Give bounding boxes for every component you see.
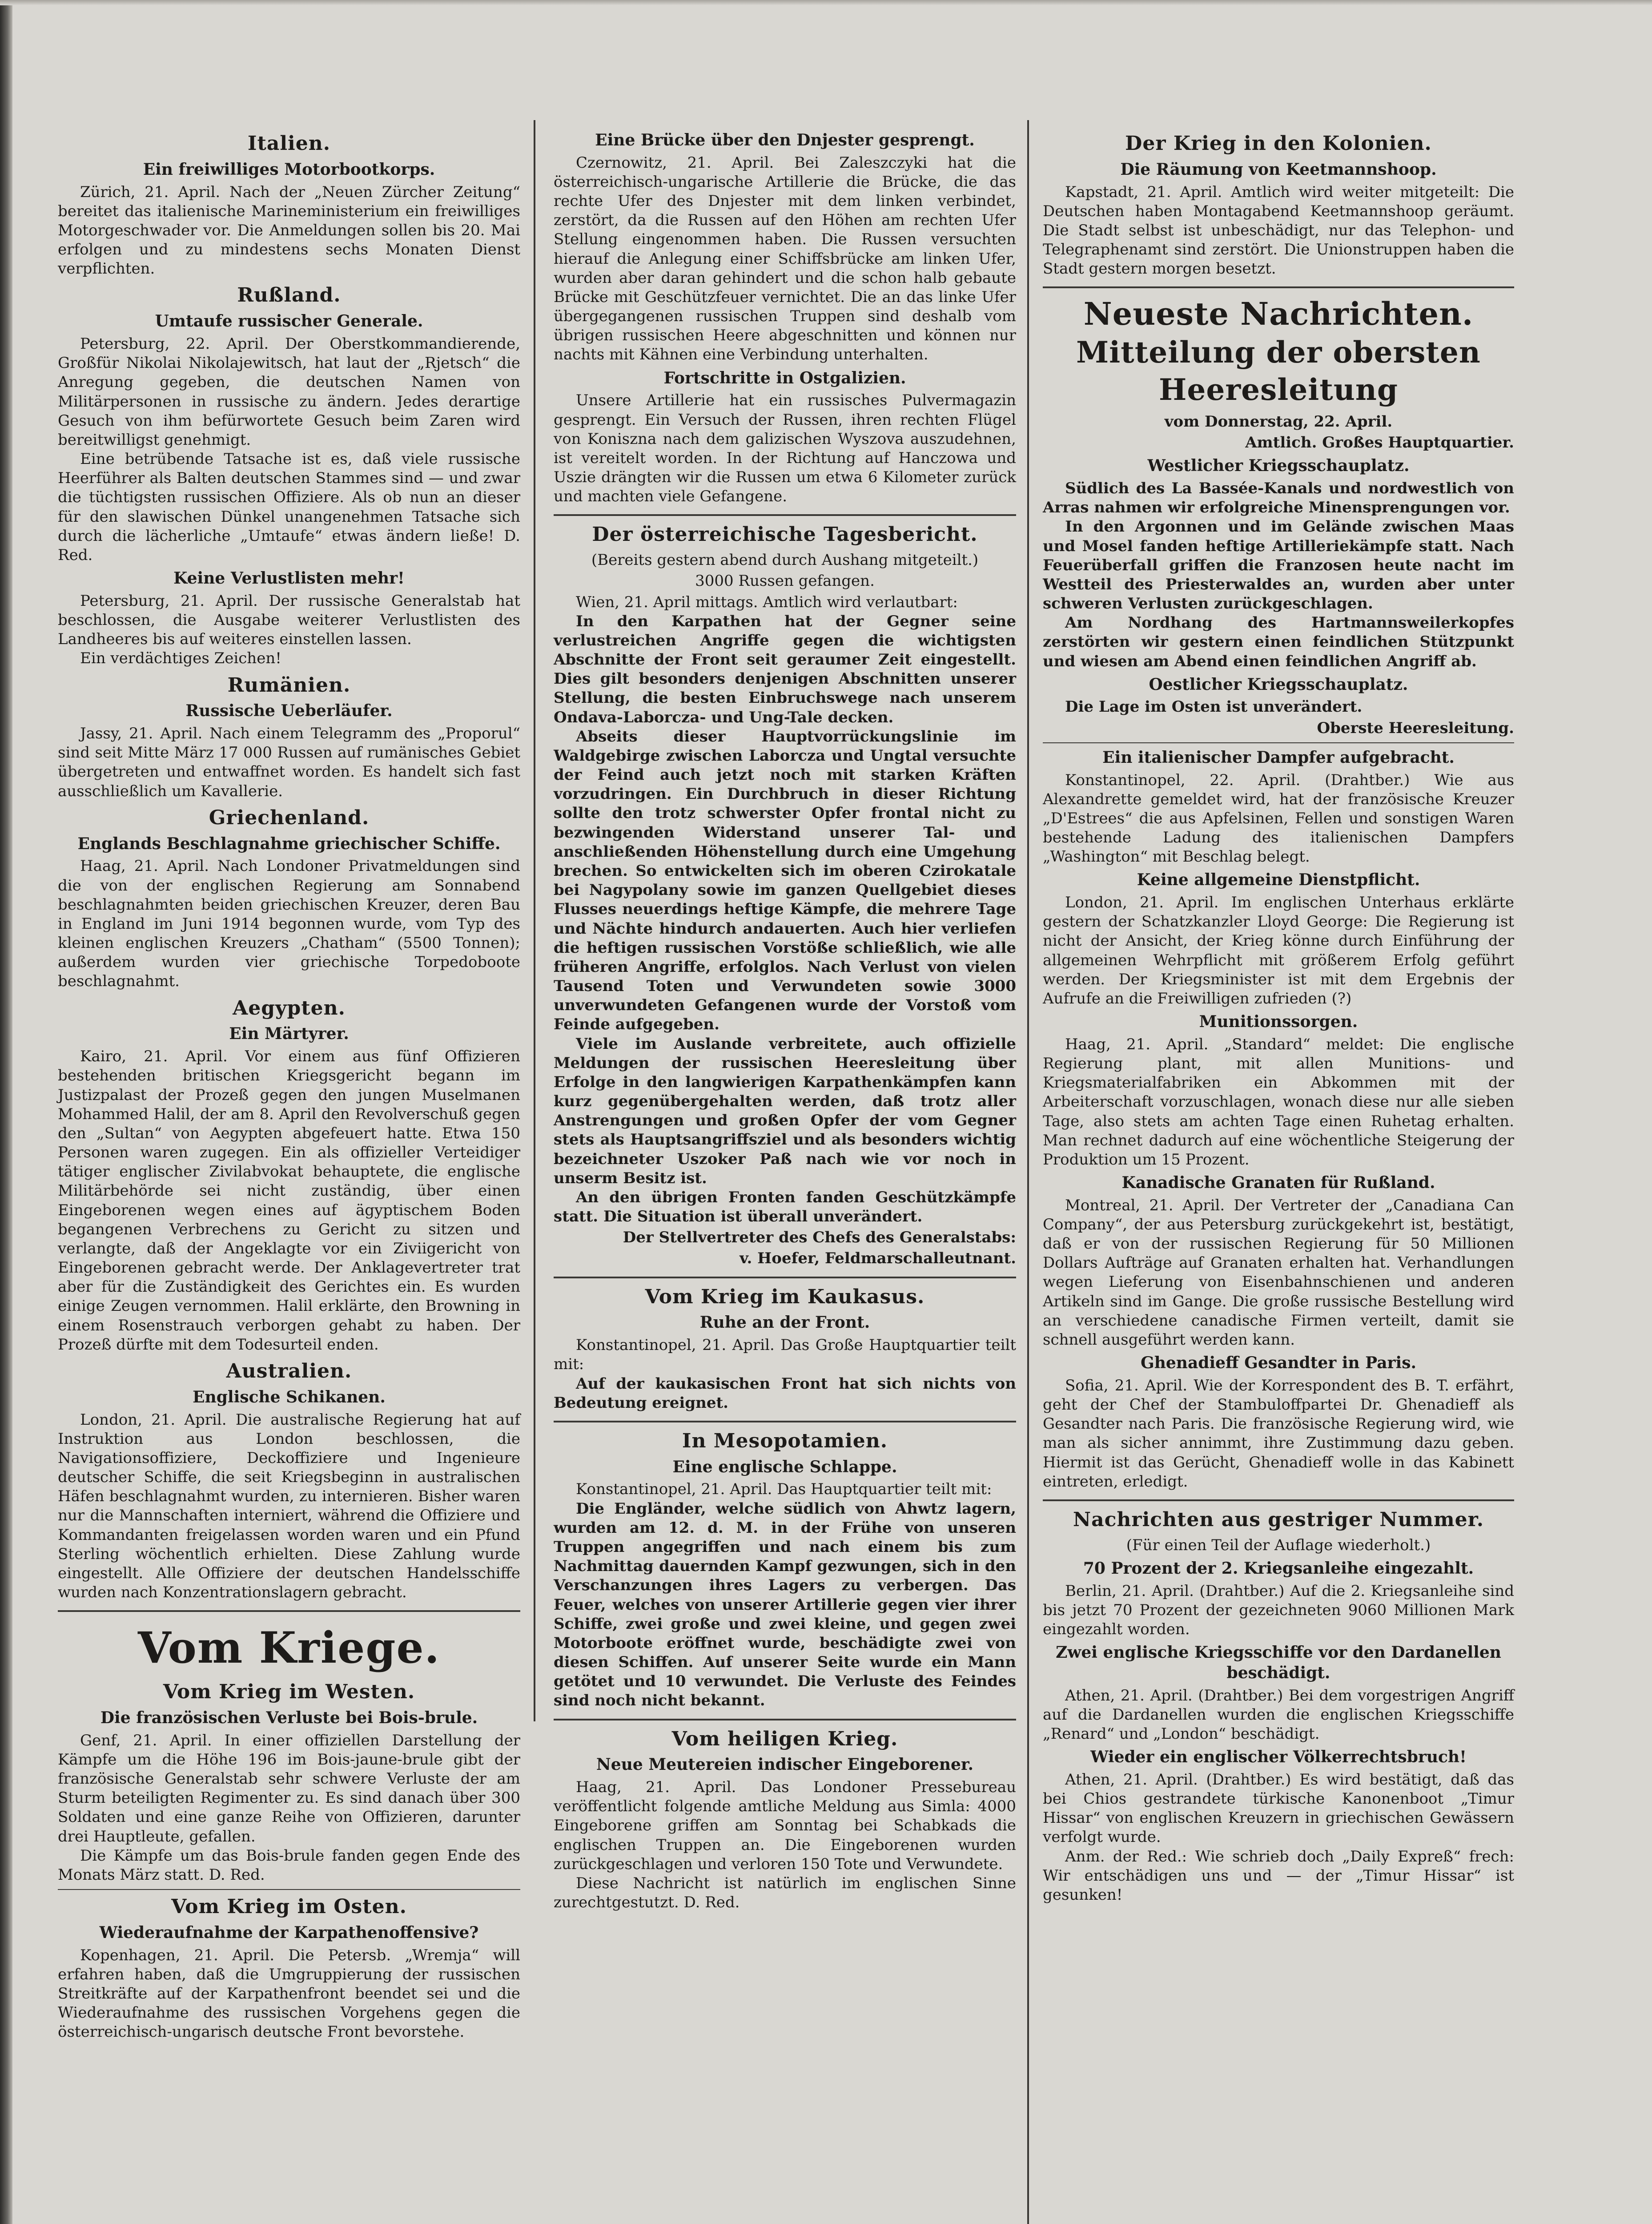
article-paragraph: Sofia, 21. April. Wie der Korrespondent des B. T. erfährt, geht der Chef der Stambuloffpartei Dr. Ghenadieff als Gesandter nach Paris. Die französische Regierung wird, wie man als sicher annimmt, ihre Zustimmung dazu geben. Hiermit ist das Gerücht, Ghenadieff wolle in das Kabinett eintreten, erledigt. (1043, 1376, 1514, 1491)
signature: Oberste Heeresleitung. (1317, 719, 1514, 737)
article-paragraph: Die Lage im Osten ist unverändert. (1065, 698, 1363, 716)
subheading: Ein freiwilliges Motorbootkorps. (143, 160, 435, 179)
article-paragraph: Konstantinopel, 21. April. Das Große Hauptquartier teilt mit: (554, 1336, 1016, 1374)
subheading: Englands Beschlagnahme griechischer Schiffe. (77, 834, 501, 853)
article-paragraph: In den Karpathen hat der Gegner seine verlustreichen Angriffe gegen die wichtigsten Abschnitte der Front seit geraumer Zeit eingestellt. Dies gilt besonders denjenigen Abschnitten unserer Stellung, die besten Einbruchswege nach unserem Ondava-Laborcza- und Ung-Tale decken. (554, 612, 1016, 726)
article-paragraph: Diese Nachricht ist natürlich im englischen Sinne zurechtgestutzt. D. Red. (554, 1874, 1016, 1912)
section-heading-kaukasus: Vom Krieg im Kaukasus. (645, 1285, 925, 1308)
section-heading-oest-tagesbericht: Der österreichische Tagesbericht. (592, 523, 978, 546)
subheading: 70 Prozent der 2. Kriegsanleihe eingezahlt. (1083, 1559, 1474, 1578)
subheading: Wiederaufnahme der Karpathenoffensive? (99, 1923, 479, 1942)
article-paragraph: London, 21. April. Die australische Regierung hat auf Instruktion aus London beschlossen, die Navigationsoffiziere, Deckoffiziere und Ingenieure deutscher Schiffe, die seit Kriegsbeginn in australischen Häfen beschlagnahmt wurden, zu internieren. Bisher waren nur die Mannschaften interniert, während die Offiziere und Kommandanten freigelassen worden waren und ein Pfund Sterling wöchentlich erhielten. Diese Zahlung wurde eingestellt. Alle Offiziere der deutschen Handelsschiffe wurden nach Konzentrationslagern gebracht. (58, 1410, 520, 1602)
article-paragraph: In den Argonnen und im Gelände zwischen Maas und Mosel fanden heftige Artilleriekämpfe statt. Nach Feuerüberfall griffen die Franzosen heute nacht im Westteil des Priesterwaldes an, wurden aber unter schweren Verlusten zurückgeschlagen. (1043, 518, 1514, 613)
article-paragraph: Am Nordhang des Hartmannsweilerkopfes zerstörten wir gestern einen feindlichen Stützpunkt und wiesen am Abend einen feindlichen Angriff ab. (1043, 614, 1514, 670)
subheading: Fortschritte in Ostgalizien. (663, 368, 906, 387)
section-divider (1043, 1499, 1514, 1501)
divider (58, 1889, 520, 1890)
article-paragraph: An den übrigen Fronten fanden Geschützkämpfe statt. Die Situation ist überall unverändert. (554, 1188, 1016, 1226)
article-paragraph: Kopenhagen, 21. April. Die Petersb. „Wremja“ will erfahren haben, daß die Umgruppierung der russischen Streitkräfte auf der Karpathenfront beendet sei und die Wiederaufnahme des russischen Vorgehens gegen die österreichisch-ungarisch deutsche Front bevorstehe. (58, 1946, 520, 2041)
subheading: Eine Brücke über den Dnjester gesprengt. (595, 131, 975, 149)
article-paragraph: Südlich des La Bassée-Kanals und nordwestlich von Arras nahmen wir erfolgreiche Minensprengungen vor. (1043, 479, 1514, 517)
article-paragraph: Montreal, 21. April. Der Vertreter der „Canadiana Can Company“, der aus Petersburg zurückgekehrt ist, bestätigt, daß er von der russischen Regierung für 50 Millionen Dollars Aufträge auf Granaten erhalten hat. Verhandlungen wegen Lieferung von Eisenbahnschienen und anderen Artikeln sind im Gange. Die große russische Bestellung wird an verschiedene canadische Firmen verteilt, damit sie schnell ausgeführt werden kann. (1043, 1196, 1514, 1349)
section-heading-gestrige-nummer: Nachrichten aus gestriger Nummer. (1073, 1508, 1484, 1531)
article-paragraph: Abseits dieser Hauptvorrückungslinie im Waldgebirge zwischen Laborcza und Ungtal versuchte der Feind auch jetzt noch mit starken Kräften vorzudringen. Ein Durchbruch in dieser Richtung sollte den trotz schwerster Opfer frontal nicht zu bezwingenden Widerstand unserer Tal- und anschließenden Höhenstellung durch eine Umgehung brechen. So entwickelten sich im oberen Czirokatale bei Nagypolany sowie im ganzen Quellgebiet dieses Flusses neuerdings heftige Kämpfe, die mehrere Tage und Nächte hindurch andauerten. Auch hier verliefen die heftigen russischen Vorstöße schließlich, wie alle früheren Angriffe, erfolglos. Nach Verlust von vielen Tausend Toten und Verwundeten sowie 3000 unverwundeten Gefangenen wurde der Vorstoß vom Feinde aufgegeben. (554, 727, 1016, 1034)
article-paragraph: Kapstadt, 21. April. Amtlich wird weiter mitgeteilt: Die Deutschen haben Montagabend Keetmannshoop geräumt. Die Stadt selbst ist unbeschädigt, nur das Telephon- und Telegraphenamt sind zerstört. Die Unionstruppen haben die Stadt gestern morgen besetzt. (1043, 183, 1514, 278)
subheading: Die französischen Verluste bei Bois-brule. (100, 1708, 478, 1728)
section-heading-mesopotamien: In Mesopotamien. (682, 1429, 888, 1452)
section-divider (554, 1421, 1016, 1422)
article-paragraph: Eine betrübende Tatsache ist es, daß viele russische Heerführer als Balten deutschen Stammes sind — und zwar die tüchtigsten russischen Offiziere. Als ob nun an dieser für den slawischen Dünkel unangenehmen Tatsache sich durch die lächerliche „Umtaufe“ etwas ändern ließe! D. Red. (58, 450, 520, 564)
article-paragraph: Unsere Artillerie hat ein russisches Pulvermagazin gesprengt. Ein Versuch der Russen, ihren rechten Flügel von Koniszna nach dem galizischen Wyszova auszudehnen, ist vereitelt worden. In der Richtung auf Hanczowa und Uszie drängten wir die Russen um etwa 6 Kilometer zurück und machten viele Gefangene. (554, 391, 1016, 506)
note: (Bereits gestern abend durch Aushang mitgeteilt.) (591, 551, 979, 569)
subheading: Westlicher Kriegsschauplatz. (1147, 456, 1410, 475)
section-heading-rumaenien: Rumänien. (227, 673, 351, 697)
article-paragraph: Wien, 21. April mittags. Amtlich wird verlautbart: (576, 593, 958, 611)
article-paragraph: Die Engländer, welche südlich von Ahwtz lagern, wurden am 12. d. M. in der Frühe von unseren Truppen angegriffen und nach einem bis zum Nachmittag dauernden Kampf gezwungen, sich in den Verschanzungen ihres Lagers zu verbergen. Das Feuer, welches von unserer Artillerie gegen vier ihrer Schiffe, zwei große und zwei kleine, und gegen zwei Motorboote eröffnet wurde, beschädigte zwei von diesen Schiffen. Auf unserer Seite wurde ein Mann getötet und 10 verwundet. Die Verluste des Feindes sind noch nicht bekannt. (554, 1499, 1016, 1710)
article-paragraph: Auf der kaukasischen Front hat sich nichts von Bedeutung ereignet. (554, 1374, 1016, 1412)
article-paragraph: Zürich, 21. April. Nach der „Neuen Zürcher Zeitung“ bereitet das italienische Marineministerium ein freiwilliges Motorgeschwader vor. Die Anmeldungen sollen bis 20. Mai erfolgen und zu mindestens sechs Monaten Dienst verpflichten. (58, 183, 520, 278)
column-rule-right (1027, 120, 1029, 2224)
section-heading-griechenland: Griechenland. (209, 806, 370, 829)
article-paragraph: Petersburg, 22. April. Der Oberstkommandierende, Großfür Nikolai Nikolajewitsch, hat laut der „Rjetsch“ die Anregung gegeben, die deutschen Namen von Militärpersonen in russische zu ändern. Jedes derartige Gesuch von ihm befürwortete Gesuch beim Zaren wird bereitwilligst genehmigt. (58, 335, 520, 449)
subheading: Munitionssorgen. (1199, 1012, 1358, 1031)
subheading: Eine englische Schlappe. (672, 1457, 897, 1476)
article-paragraph: Kairo, 21. April. Vor einem aus fünf Offizieren bestehenden britischen Kriegsgericht begann im Justizpalast der Prozeß gegen den jungen Muselmanen Mohammed Halil, der am 8. April den Revolverschuß gegen den „Sultan“ von Aegypten abgefeuert hatte. Etwa 150 Personen waren zugegen. Ein als offizieller Verteidiger tätiger englischer Zivilabvokat behauptete, die englische Militärbehörde sei nicht zuständig, über einen Eingeborenen wegen eines auf ägyptischem Boden begangenen Verbrechens zu Gericht zu sitzen und verlangte, daß der Angeklagte vor ein Ziviigericht von Eingeborenen gebracht werde. Der Anklagevertreter trat aber für die Zuständigkeit des Gerichtes ein. Es wurden einige Zeugen vernommen. Halil erklärte, den Browning in einem Rosenstrauch verborgen gehabt zu haben. Der Prozeß dürfte mit dem Todesurteil enden. (58, 1048, 520, 1354)
article-paragraph: Ein verdächtiges Zeichen! (80, 649, 281, 668)
section-heading-russland: Rußland. (237, 284, 341, 307)
article-paragraph: Petersburg, 21. April. Der russische Generalstab hat beschlossen, die Ausgabe weiterer Verlustlisten des Landheeres bis auf weiteres einstellen lassen. (58, 592, 520, 649)
article-paragraph: Czernowitz, 21. April. Bei Zaleszczyki hat die österreichisch-ungarische Artillerie die Brücke, die das rechte Ufer des Dnjester mit dem linken verbindet, zerstört, da die Russen auf den Höhen am rechten Ufer Stellung eingenommen haben. Die Russen versuchten hierauf die Anlegung einer Schiffsbrücke am linken Ufer, wurden aber daran gehindert und die schon halb gebaute Brücke mit Geschützfeuer vernichtet. Die an das linke Ufer übergegangenen russischen Truppen sind deshalb vom übrigen russischen Heere abgeschnitten und können nur nachts mit Kähnen eine Verbindung unterhalten. (554, 153, 1016, 364)
article-paragraph: London, 21. April. Im englischen Unterhaus erklärte gestern der Schatzkanzler Lloyd George: Die Regierung ist nicht der Ansicht, der Krieg könne durch Einführung der allgemeinen Wehrpflicht mit größerem Erfolg geführt werden. Der Kriegsminister ist mit dem Ergebnis der Aufrufe an die Freiwilligen zufrieden (?) (1043, 894, 1514, 1007)
article-paragraph: Athen, 21. April. (Drahtber.) Es wird bestätigt, daß das bei Chios gestrandete türkische Kanonenboot „Timur Hissar“ von englischen Kreuzern in griechischen Gewässern verfolgt wurde. (1043, 1770, 1514, 1846)
page-top-edge (0, 0, 1652, 5)
article-paragraph: Jassy, 21. April. Nach einem Telegramm des „Proporul“ sind seit Mitte März 17 000 Russen auf rumänisches Gebiet übergetreten und entwaffnet worden. Es handelt sich fast ausschließlich um Kavallerie. (58, 725, 520, 800)
column-right (1043, 127, 1514, 1905)
subheading: Die Räumung von Keetmannshoop. (1120, 160, 1437, 179)
signature: Der Stellvertreter des Chefs des Generalstabs: (623, 1229, 1016, 1247)
signature: v. Hoefer, Feldmarschalleutnant. (740, 1249, 1016, 1268)
column-middle (554, 127, 1016, 1912)
subheading: Russische Ueberläufer. (185, 701, 393, 721)
section-divider (1043, 286, 1514, 288)
main-heading-neueste-nachrichten: Neueste Nachrichten. (1083, 295, 1474, 333)
article-paragraph: Konstantinopel, 21. April. Das Hauptquartier teilt mit: (576, 1480, 992, 1499)
section-heading-osten: Vom Krieg im Osten. (171, 1895, 407, 1918)
column-left (58, 127, 520, 2042)
subheading: Wieder ein englischer Völkerrechtsbruch! (1090, 1748, 1467, 1767)
subheading: 3000 Russen gefangen. (695, 572, 875, 590)
section-divider (554, 514, 1016, 516)
main-heading-heeresleitung: Mitteilung der obersten Heeresleitung (1076, 335, 1481, 407)
section-heading-westen: Vom Krieg im Westen. (163, 1680, 415, 1704)
article-paragraph: Athen, 21. April. (Drahtber.) Bei dem vorgestrigen Angriff auf die Dardanellen wurden die englischen Kriegsschiffe „Renard“ und „London“ beschädigt. (1043, 1686, 1514, 1743)
subheading: Kanadische Granaten für Rußland. (1121, 1173, 1435, 1193)
section-heading-heiliger-krieg: Vom heiligen Krieg. (671, 1727, 898, 1750)
article-paragraph: Genf, 21. April. In einer offiziellen Darstellung der Kämpfe um die Höhe 196 im Bois-jaune-brule gibt der französische Generalstab sehr schwere Verluste der am Sturm beteiligten Regimenter zu. Es sind danach über 300 Soldaten und eine ganze Reihe von Offizieren, darunter drei Hauptleute, gefallen. (58, 1731, 520, 1845)
section-heading-kolonien: Der Krieg in den Kolonien. (1125, 132, 1432, 155)
subheading: Keine Verlustlisten mehr! (173, 569, 405, 588)
subheading: Umtaufe russischer Generale. (155, 312, 423, 331)
article-paragraph: Haag, 21. April. Nach Londoner Privatmeldungen sind die von der englischen Regierung am Sonnabend beschlagnahmten beiden griechischen Kreuzer, deren Bau in England im Juni 1914 begonnen wurde, vom Typ des kleinen englischen Kreuzers „Chatham“ (5500 Tonnen); außerdem wurden vier griechische Torpedoboote beschlagnahmt. (58, 857, 520, 991)
article-paragraph: Die Kämpfe um das Bois-brule fanden gegen Ende des Monats März statt. D. Red. (58, 1846, 520, 1884)
article-paragraph: Haag, 21. April. „Standard“ meldet: Die englische Regierung plant, mit allen Munitions- und Kriegsmaterialfabriken ein Abkommen mit der Arbeiterschaft vorzuschlagen, wonach diese nur alle sieben Tage, also stets am achten Tage einen Ruhetag erhalten. Man rechnet dadurch auf eine wöchentliche Steigerung der Produktion um 15 Prozent. (1043, 1035, 1514, 1168)
subheading: Ein Märtyrer. (229, 1024, 349, 1044)
section-heading-aegypten: Aegypten. (233, 996, 346, 1019)
official-line: Amtlich. Großes Hauptquartier. (1245, 434, 1514, 452)
subheading: Zwei englische Kriegsschiffe vor den Dardanellen beschädigt. (1056, 1643, 1501, 1682)
subheading: Ein italienischer Dampfer aufgebracht. (1102, 748, 1455, 767)
page-binding-edge (0, 0, 12, 2224)
article-paragraph: Berlin, 21. April. (Drahtber.) Auf die 2. Kriegsanleihe sind bis jetzt 70 Prozent der gezeichneten 9060 Millionen Mark eingezahlt worden. (1043, 1582, 1514, 1639)
subheading: Neue Meutereien indischer Eingeborener. (596, 1755, 974, 1774)
subheading: Oestlicher Kriegsschauplatz. (1149, 675, 1408, 694)
section-heading-italien: Italien. (247, 132, 331, 155)
section-heading-australien: Australien. (226, 1359, 352, 1382)
article-paragraph: Anm. der Red.: Wie schrieb doch „Daily Expreß“ frech: Wir entschädigen uns und — der „Timur Hissar“ ist gesunken! (1043, 1847, 1514, 1904)
subheading: Englische Schikanen. (193, 1387, 386, 1406)
article-paragraph: Konstantinopel, 22. April. (Drahtber.) Wie aus Alexandrette gemeldet wird, hat der französische Kreuzer „D'Estrees“ die aus Apfelsinen, Fellen und sonstigen Waren bestehende Ladung des italienischen Dampfers „Washington“ mit Beschlag belegt. (1043, 771, 1514, 866)
main-heading-vom-kriege: Vom Kriege. (138, 1623, 440, 1673)
article-paragraph: Haag, 21. April. Das Londoner Pressebureau veröffentlicht folgende amtliche Meldung aus Simla: 4000 Eingeborene griffen am Sonntag bei Schabkads die englischen Truppen an. Die Eingeborenen wurden zurückgeschlagen und verloren 150 Tote und Verwundete. (554, 1778, 1016, 1873)
section-divider (58, 1610, 520, 1612)
article-paragraph: Viele im Auslande verbreitete, auch offizielle Meldungen der russischen Heeresleitung über Erfolge in den langwierigen Karpathenkämpfen kann kurz gegenübergehalten werden, daß trotz aller Anstrengungen und großen Opfer der vom Gegner stets als Hauptsangriffsziel und als besonders wichtig bezeichneter Uszoker Paß nach wie vor noch in unserm Besitz ist. (554, 1035, 1016, 1187)
section-divider (554, 1719, 1016, 1720)
subheading: Keine allgemeine Dienstpflicht. (1137, 870, 1420, 890)
subheading: Ruhe an der Front. (699, 1313, 870, 1332)
column-rule-left (534, 120, 535, 1721)
date-line: vom Donnerstag, 22. April. (1164, 412, 1393, 431)
divider (1043, 742, 1514, 743)
section-divider (554, 1277, 1016, 1278)
note: (Für einen Teil der Auflage wiederholt.) (1126, 1536, 1431, 1554)
subheading: Ghenadieff Gesandter in Paris. (1140, 1354, 1417, 1373)
